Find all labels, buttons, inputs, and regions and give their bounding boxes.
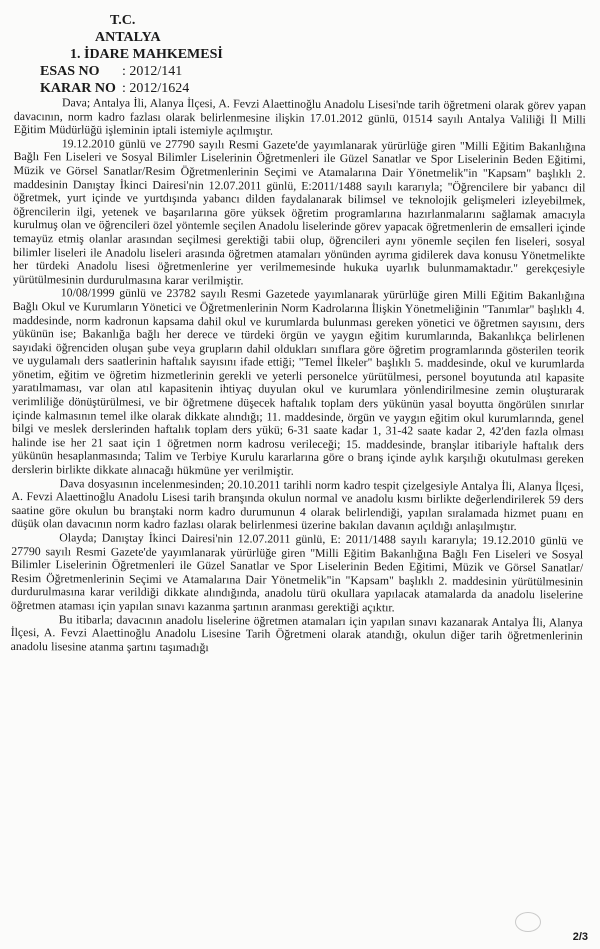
header-tc: T.C. [110,13,136,28]
esas-no-label: ESAS NO [40,64,100,79]
page-number: 2/3 [572,931,588,943]
header-city: ANTALYA [95,30,161,45]
paragraph-bu-itibarla: Bu itibarla; davacının anadolu liselerine öğretmen atamaları için yapılan sınavı kazanarak Antalya İli, Alanya İlçesi, A. Fevzi Alaettinoğlu Anadolu Lisesine Tarih Öğretmeni olarak atandığı, okulun diğer tarih öğretmenlerinin anadolu lisesine atanma şartını taşımadığı [10,611,583,654]
esas-no-row [40,63,300,80]
header-court-name: 1. İDARE MAHKEMESİ [70,47,223,62]
document-header [40,12,300,97]
paragraph-dosya-inceleme: Dava dosyasının incelenmesinden; 20.10.2011 tarihli norm kadro tespit çizelgesiyle Antalya İli, Alanya İlçesi, A. Fevzi Alaettinoğlu Anadolu Lisesi tarih branşında okulun normal ve anadolu kısmı birlikte değerlendirilerek 59 ders saatine göre okulun bu branştaki norm kadro durumunun 4 olarak belirlendiği, yapılan sıralamada hizmet puanı en düşük olan davacının norm kadro fazlası olarak belirlenmesi üzerine bakılan davanın açıldığı anlaşılmıştır. [11,475,584,534]
signature-mark [515,912,541,932]
paragraph-olayda: Olayda; Danıştay İkinci Dairesi'nin 12.07.2011 günlü, E: 2011/1488 sayılı kararıyla; 19.12.2010 günlü ve 27790 sayılı Resmi Gazete'de yayımlanarak yürürlüğe giren "Milli Eğitim Bakanlığına Bağlı Fen Liseleri ve Sosyal Bilimler Liselerinin Öğretmenleri ile Güzel Sanatlar ve Spor Liselerinin Beden Eğitimi, Müzik ve Görsel Sanatlar/ Resim Öğretmenlerinin Seçimi ve Atamalarına Dair Yönetmelik"in "Kapsam" başlıklı 2. maddesinin yürütülmesinin durdurulmasına karar verildiği dikkate alındığında, anadolu türü okullara yapılacak atamalarda da anadolu liselerine öğretmen ataması için yapılan sınavı kazanma şartının aranması gerektiği açıktır. [10,530,584,615]
paragraph-yonetmelik-2010: 19.12.2010 günlü ve 27790 sayılı Resmi Gazete'de yayımlanarak yürürlüğe giren "Milli Eğitim Bakanlığına Bağlı Fen Liseleri ve Sosyal Bilimler Liselerinin Öğretmenleri ile Güzel Sanatlar ve Spor Liselerinin Beden Eğitimi, Müzik ve Görsel Sanatlar/Resim Öğretmenlerinin Seçimi ve Atamalarına Dair Yönetmelik"in "Kapsam" başlıklı 2. maddesinin Danıştay İkinci Dairesi'nin 12.07.2011 günlü, E:2011/1488 sayılı kararıyla; "Öğrencilere bir yabancı dil öğretmek, yurt içinde ve yurtdışında yabancı dilden faydalanarak bilimsel ve teknolojik gelişmeleri izleyebilmek, öğrencilerin ilgi, yetenek ve başarılarına göre yüksek öğretim programlarına hazırlanmalarını sağlamak amacıyla kurulmuş olan ve öğrencileri özel yöntemle seçilen Anadolu liselerinde görev yapacak öğretmenlerin de emsalleri içinde temayüz etmiş olanlar arasından seçilmesi gerektiği tabii olup, öğrencileri aynı yönemle seçilen fen liseleri, sosyal bilimler liseleri ile Anadolu liseleri arasında öğretmen atamaları yönünden ayrıma gidilerek dava konusu Yönetmelikte her türdeki Anadolu lisesi öğretmenlerine yer verilmemesinde hukuka uyarlık bulunmamaktadır." gerekçesiyle yürütülmesinin durdurulmasına karar verilmiştir. [12,136,586,288]
esas-no-value: : 2012/141 [122,64,183,79]
karar-no-label: KARAR NO [40,81,116,96]
karar-no-value: : 2012/1624 [122,81,190,96]
document-body [11,96,586,657]
paragraph-norm-kadro-yonetmeligi: 10/08/1999 günlü ve 23782 sayılı Resmi Gazetede yayımlanarak yürürlüğe giren Milli Eğitim Bakanlığına Bağlı Okul ve Kurumların Yönetici ve Öğretmenlerinin Norm Kadrolarına İlişkin Yönetmeliğinin "Tanımlar" başlıklı 4. maddesinde, norm kadronun kapsama dahil okul ve kurumlarda bulunması gereken yönetici ve öğretmen sayısını, ders yükünün ise; Bakanlığa bağlı her derece ve türdeki örgün ve yaygın eğitim kurumlarında, Bakanlıkça belirlenen sayıdaki öğrenciden oluşan şube veya grupların dahil oldukları sınıflara göre öğretim programlarında gösterilen teorik ve uygulamalı ders saatlerinin haftalık sayısını ifade ettiği; "Temel İlkeler" başlıklı 5. maddesinde, okul ve kurumlarda yönetim, eğitim ve öğretim hizmetlerinin gerekli ve yeterli personelce yürütülmesi, personel boyutunda atıl kapasite yaratılmaması, var olan atıl kapasitenin ihtiyaç duyulan okul ve kurumlara yönlendirilmesine zemin oluşturarak verimliliğe dönüştürülmesi, ve bir öğretmene düşecek haftalık toplam ders yükünün yasal boyutta öngörülen sınırlar içinde kalmasının temel ilke olarak dikkate alındığı; 11. maddesinde, örgün ve yaygın eğitim okul kurumlarında, genel bilgi ve meslek derslerinden haftalık toplam ders yükü; 6-31 saate kadar 1, 31-42 saate kadar 2, 42'den fazla olması halinde ise her 21 saat için 1 öğretmen norm kadrosu verileceği; 15. maddesinde, branşlar itibariyle haftalık ders yükünün hesaplanmasında; Talim ve Terbiye Kurulu kararlarına göre o branş içinde aylık karşılığı okutulması gereken derslerin birlikte dikkate alınacağı hükmüne yer verilmiştir. [11,285,585,478]
paragraph-dava: Dava; Antalya İli, Alanya İlçesi, A. Fevzi Alaettinoğlu Anadolu Lisesi'nde tarih öğretmeni olarak görev yapan davacının, norm kadro fazlası olarak belirlenmesine ilişkin 17.01.2012 günlü, 01514 sayılı Antalya Valiliği İl Milli Eğitim Müdürlüğü işleminin iptali istemiyle açılmıştır. [13,95,586,138]
